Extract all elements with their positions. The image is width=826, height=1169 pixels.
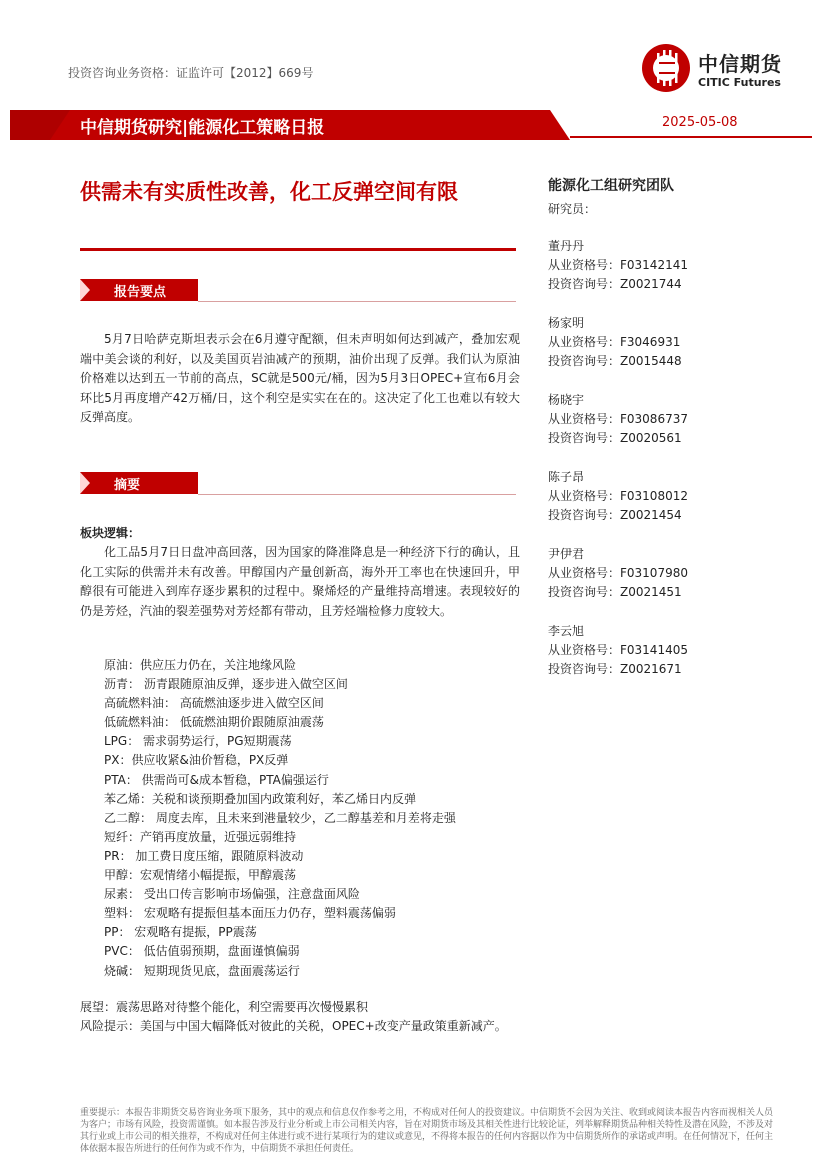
logic-label: 板块逻辑： (80, 526, 141, 540)
report-headline: 供需未有实质性改善，化工反弹空间有限 (80, 180, 458, 204)
researcher-cert: 从业资格号：F03141405 (548, 643, 688, 657)
researcher-card (548, 237, 688, 294)
logo-english: CITIC Futures (698, 76, 781, 89)
logo-chinese: 中信期货 (698, 52, 782, 76)
product-list (104, 656, 524, 981)
outlook-text: 展望：震荡思路对待整个能化，利空需要再次慢慢累积 (80, 1000, 369, 1014)
summary-heading (80, 472, 198, 494)
list-item: PX：供应收紧&油价暂稳，PX反弹 (104, 753, 289, 768)
researcher-name: 陈子昂 (548, 470, 585, 484)
researcher-card (548, 314, 682, 371)
list-item: 尿素： 受出口传言影响市场偏强，注意盘面风险 (104, 887, 360, 902)
list-item: 沥青： 沥青跟随原油反弹，逐步进入做空区间 (104, 677, 348, 692)
summary-label: 摘要 (114, 478, 141, 493)
outlook-block (80, 998, 520, 1036)
researcher-card (548, 468, 688, 525)
report-date: 2025-05-08 (662, 115, 738, 130)
summary-divider (198, 494, 516, 495)
list-item: 塑料： 宏观略有提振但基本面压力仍存，塑料震荡偏弱 (104, 906, 396, 921)
key-points-heading (80, 279, 198, 301)
researcher-name: 董丹丹 (548, 239, 585, 253)
key-points-label: 报告要点 (114, 285, 167, 300)
researcher-consult: 投资咨询号：Z0021671 (548, 662, 682, 676)
researcher-cert: 从业资格号：F03086737 (548, 412, 688, 426)
researcher-card (548, 545, 688, 602)
researcher-name: 尹伊君 (548, 547, 585, 561)
list-item: 乙二醇： 周度去库，且未来到港量较少，乙二醇基差和月差将走强 (104, 810, 456, 825)
list-item: 原油：供应压力仍在，关注地缘风险 (104, 658, 297, 672)
researcher-card (548, 622, 688, 679)
team-subtitle: 研究员： (548, 202, 597, 216)
researcher-name: 杨家明 (548, 316, 585, 330)
list-item: PR： 加工费日度压缩，跟随原料波动 (104, 848, 304, 863)
researcher-name: 杨晓宇 (548, 393, 585, 407)
researcher-name: 李云旭 (548, 624, 585, 638)
researcher-consult: 投资咨询号：Z0021744 (548, 277, 682, 291)
headline-divider (80, 248, 516, 251)
logic-text: 化工品5月7日日盘冲高回落，因为国家的降准降息是一种经济下行的确认，且化工实际的供需并未有改善。甲醇国内产量创新高，海外开工率也在快速回升，甲醇很有可能进入到库存逐步累积的过程中。聚烯烃的产量维持高增速。表现较好的仍是芳烃，汽油的裂差强势对芳烃都有带动，且芳烃端检修力度较大。 (80, 545, 520, 618)
disclaimer-text: 重要提示：本报告非期货交易咨询业务项下服务，其中的观点和信息仅作参考之用，不构成对任何人的投资建议。中信期货不会因为关注、收到或阅读本报告内容而视相关人员为客户；市场有风险，投资需谨慎。如本报告涉及行业分析或上市公司相关内容，旨在对期货市场及其相关性进行比较论证，列举解释期货品种相关特性及潜在风险，不涉及对其行业或上市公司的相关推荐，不构成对任何主体进行或不进行某项行为的建议或意见，不得将本报告的任何内容据以作为中信期货所作的承诺或声明。在任何情况下，任何主体依据本报告所进行的任何作为或不作为，中信期货不承担任何责任。 (80, 1108, 774, 1154)
researcher-consult: 投资咨询号：Z0021451 (548, 585, 682, 599)
researcher-cert: 从业资格号：F03142141 (548, 258, 688, 272)
researcher-consult: 投资咨询号：Z0020561 (548, 431, 682, 445)
report-series-title: 中信期货研究|能源化工策略日报 (80, 118, 325, 138)
researcher-consult: 投资咨询号：Z0015448 (548, 354, 682, 368)
researcher-card (548, 391, 688, 448)
list-item: 烧碱： 短期现货见底，盘面震荡运行 (104, 963, 300, 978)
list-item: PP： 宏观略有提振，PP震荡 (104, 925, 257, 940)
list-item: LPG： 需求弱势运行，PG短期震荡 (104, 734, 292, 749)
key-points-divider (198, 301, 516, 302)
list-item: 甲醇：宏观情绪小幅提振，甲醇震荡 (104, 868, 297, 883)
list-item: 低硫燃料油： 低硫燃油期价跟随原油震荡 (104, 715, 324, 730)
company-logo (640, 42, 810, 98)
list-item: 苯乙烯：关税和谈预期叠加国内政策利好，苯乙烯日内反弹 (104, 791, 417, 806)
citic-logo-icon (640, 42, 692, 94)
list-item: 高硫燃料油： 高硫燃油逐步进入做空区间 (104, 696, 324, 711)
risk-text: 风险提示：美国与中国大幅降低对彼此的关税，OPEC+改变产量政策重新减产。 (80, 1019, 507, 1033)
researcher-cert: 从业资格号：F03107980 (548, 566, 688, 580)
list-item: 短纤：产销再度放量，近强远弱维持 (104, 829, 297, 844)
license-text: 投资咨询业务资格：证监许可【2012】669号 (68, 66, 314, 80)
banner-divider (570, 136, 812, 138)
list-item: PVC： 低估值弱预期，盘面谨慎偏弱 (104, 944, 300, 959)
researcher-cert: 从业资格号：F3046931 (548, 335, 681, 349)
researcher-consult: 投资咨询号：Z0021454 (548, 508, 682, 522)
team-title: 能源化工组研究团队 (548, 178, 674, 194)
list-item: PTA： 供需尚可&成本暂稳，PTA偏强运行 (104, 772, 329, 787)
key-points-text: 5月7日哈萨克斯坦表示会在6月遵守配额，但未声明如何达到减产，叠加宏观端中美会谈的利好，以及美国页岩油减产的预期，油价出现了反弹。我们认为原油价格难以达到五一节前的高点，SC就是500元/桶，因为5月3日OPEC+宣布6月会环比5月再度增产42万桶/日，这个利空是实实在在的。这决定了化工也难以有较大反弹高度。 (80, 332, 520, 424)
researcher-cert: 从业资格号：F03108012 (548, 489, 688, 503)
